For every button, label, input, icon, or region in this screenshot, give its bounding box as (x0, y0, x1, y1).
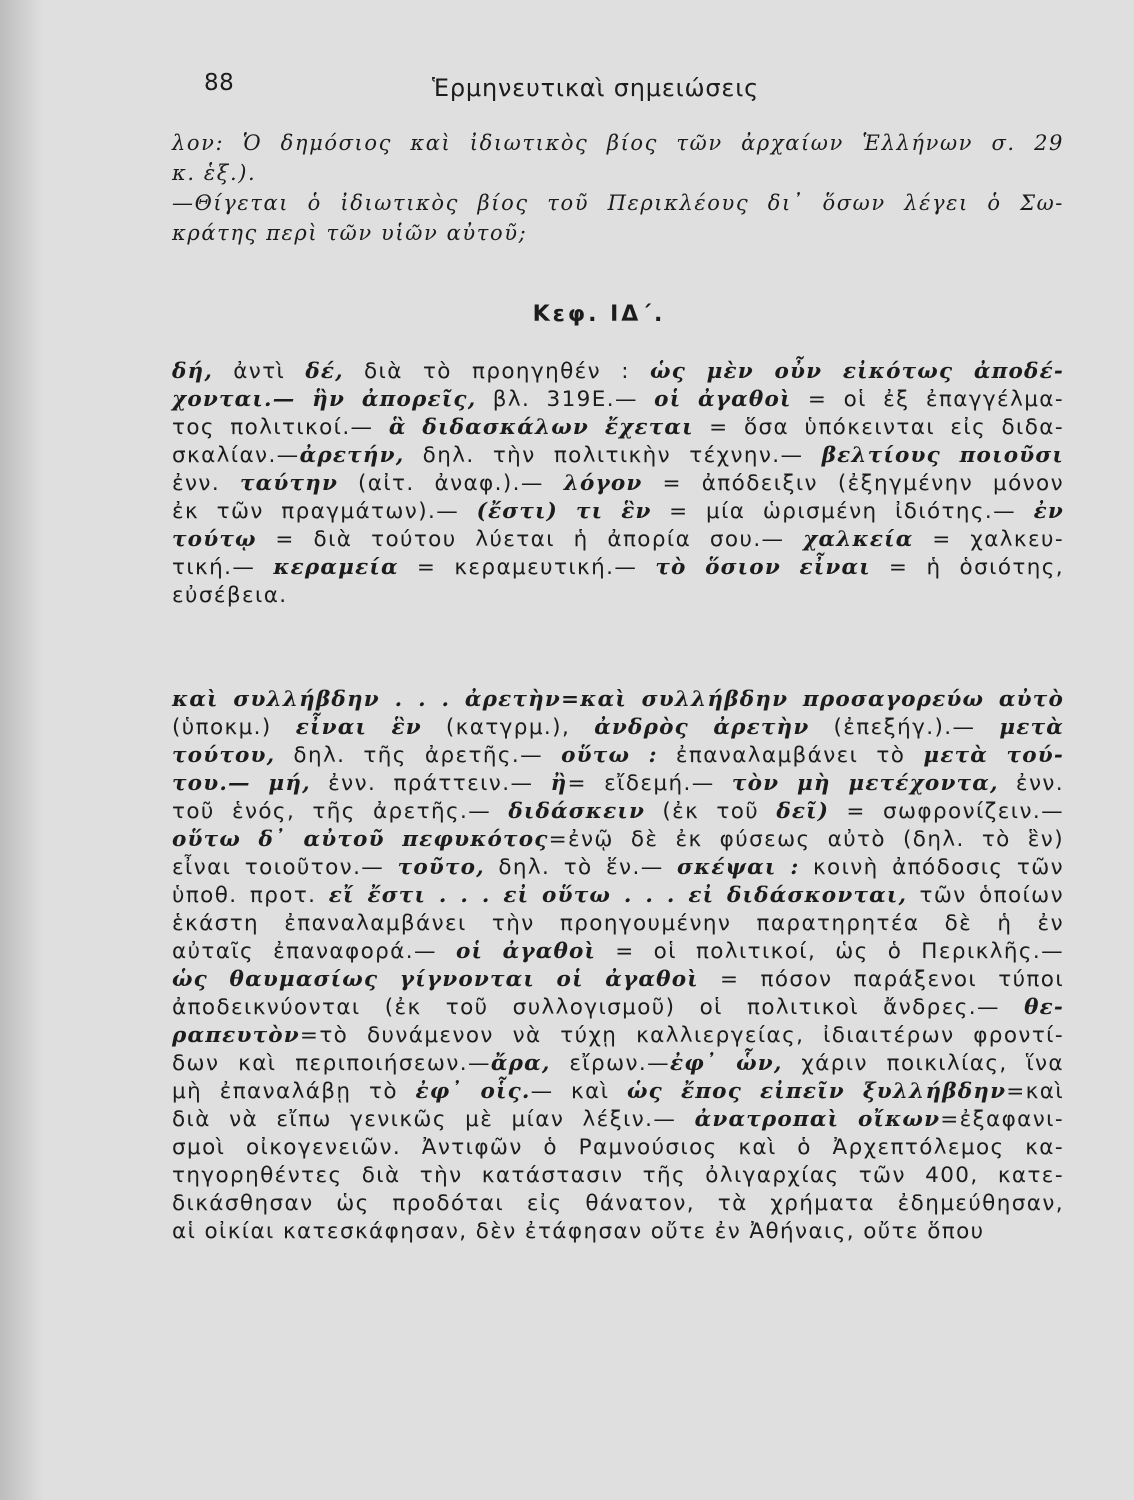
emphasized-term: ἀρετήν, (299, 443, 405, 468)
emphasized-term: ραπευτὸν (172, 1023, 300, 1048)
gloss-text: εἶναι τοιοῦτον.— (172, 855, 398, 880)
text-line (172, 414, 1064, 442)
emphasized-term: ἄρα, (490, 1051, 551, 1076)
text-line (172, 938, 1064, 966)
emphasized-term: ἐν (1033, 499, 1064, 524)
emphasized-term: ἢ (550, 771, 568, 796)
emphasized-term: τούτου, (172, 743, 276, 768)
gloss-text: = κεραμευτική.— (398, 555, 656, 580)
page-number: 88 (204, 70, 235, 96)
emphasized-term: τοῦτο, (397, 855, 485, 880)
gloss-text: (κατγρμ.), (421, 715, 595, 740)
gloss-text: εὐσέβεια. (172, 583, 288, 608)
emphasized-term: τὸν μὴ μετέχοντα, (731, 771, 999, 796)
emphasized-term: διδάσκειν (508, 799, 646, 824)
text-line (172, 826, 1064, 854)
emphasized-term: ὡς θαυμασίως γίγνονται οἱ ἀγαθοὶ (172, 967, 699, 992)
gloss-text: ἀποδεικνύονται (ἐκ τοῦ συλλογισμοῦ) οἱ πολιτικοὶ ἄνδρες.— (172, 995, 1025, 1020)
gloss-text: = μία ὡρισμένη ἰδιότης.— (651, 499, 1034, 524)
gloss-text: (αἰτ. ἀναφ.).— (338, 471, 564, 496)
emphasized-term: οὕτω δ᾽ αὐτοῦ πεφυκότος (172, 827, 549, 852)
gloss-text: δων καὶ περιποιήσεων.— (172, 1051, 491, 1076)
gloss-text: — καὶ (530, 1079, 627, 1104)
running-title: Ἑρμηνευτικαὶ σημειώσεις (432, 74, 760, 102)
emphasized-term: κεραμεία (273, 555, 399, 580)
chapter-heading: Κεφ. ΙΔ΄. (532, 302, 666, 327)
gloss-text: =καὶ (1006, 1079, 1064, 1104)
emphasized-term: εἶναι ἓν (295, 715, 422, 740)
text-line (172, 1134, 1064, 1162)
text-line (172, 910, 1064, 938)
text-line (172, 526, 1064, 554)
gloss-text: τική.— (172, 555, 274, 580)
emphasized-term: δέ, (305, 359, 344, 384)
emphasized-term: μετὰ (999, 715, 1064, 740)
gloss-text: τοῦ ἑνός, τῆς ἀρετῆς.— (172, 799, 509, 824)
gloss-text: σμοὶ οἰκογενειῶν. Ἀντιφῶν ὁ Ραμνούσιος καὶ ὁ Ἀρχεπτόλεμος κα- (172, 1135, 1064, 1160)
gloss-text: ἐνν. (172, 471, 240, 496)
gloss-text: = οἱ ἐξ ἐπαγγέλμα- (791, 387, 1064, 412)
text-line: κράτης περὶ τῶν υἱῶν αὐτοῦ; (172, 221, 528, 245)
paragraph-2 (172, 686, 1064, 1246)
emphasized-term: ἀνδρὸς ἀρετὴν (594, 715, 810, 740)
gloss-text: τῶν ὁποίων (907, 883, 1064, 908)
emphasized-term: οὕτω : (561, 743, 658, 768)
gloss-text: ἐνν. (998, 771, 1065, 796)
text-line (172, 470, 1064, 498)
gloss-text: ἐκ τῶν πραγμάτων).— (172, 499, 477, 524)
emphasized-term: ἃ διδασκάλων ἔχεται (388, 415, 694, 440)
text-line (172, 442, 1064, 470)
gloss-text: = χαλκευ- (913, 527, 1064, 552)
emphasized-term: εἴ ἔστι . . . εἰ οὕτω . . . εἰ διδάσκονται, (328, 883, 908, 908)
gloss-text: ἀντὶ (213, 359, 306, 384)
paragraph-1 (172, 358, 1064, 610)
emphasized-term: δεῖ) (776, 799, 830, 824)
text-line (172, 770, 1064, 798)
text-line (172, 1190, 1064, 1218)
gloss-text: = πόσον παράξενοι τύποι (698, 967, 1064, 992)
text-line (172, 498, 1064, 526)
gloss-text: ἑκάστη ἐπαναλαμβάνει τὴν προηγουμένην παρατηρητέα δὲ ἡ ἐν (172, 911, 1064, 936)
gloss-text: = ὅσα ὑπόκεινται εἰς διδα- (693, 415, 1064, 440)
gloss-text: =ἐξαφανι- (940, 1107, 1064, 1132)
emphasized-term: σκέψαι : (677, 855, 800, 880)
emphasized-term: ἐφ᾽ ὧν, (670, 1051, 783, 1076)
text-line (172, 994, 1064, 1022)
emphasized-term: ἐφ᾽ οἷς. (415, 1079, 531, 1104)
gloss-text: = διὰ τούτου λύεται ἡ ἀπορία σου.— (256, 527, 804, 552)
text-line: —Θίγεται ὁ ἰδιωτικὸς βίος τοῦ Περικλέους δι᾽ ὅσων λέγει ὁ Σω- (172, 191, 1064, 215)
text-line (172, 1106, 1064, 1134)
gloss-text: αἱ οἰκίαι κατεσκάφησαν, δὲν ἐτάφησαν οὔτε ἐν Ἀθήναις, οὔτε ὅπου (172, 1219, 985, 1244)
text-line (172, 882, 1064, 910)
running-header (0, 70, 1134, 110)
gloss-text: βλ. 319Ε.— (476, 387, 655, 412)
gloss-text: σκαλίαν.— (172, 443, 300, 468)
emphasized-term: ὡς μὲν οὖν εἰκότως ἀποδέ- (650, 359, 1064, 384)
text-line (172, 714, 1064, 742)
text-line (172, 1078, 1064, 1106)
emphasized-term: θε- (1024, 995, 1064, 1020)
text-line (172, 686, 1064, 714)
gloss-text: δικάσθησαν ὡς προδόται εἰς θάνατον, τὰ χρήματα ἐδημεύθησαν, (172, 1191, 1064, 1216)
text-line (172, 854, 1064, 882)
emphasized-term: μετὰ τού- (923, 743, 1064, 768)
intro-text (172, 128, 1064, 248)
gloss-text: μὴ ἐπαναλάβῃ τὸ (172, 1079, 416, 1104)
gloss-text: τος πολιτικοί.— (172, 415, 389, 440)
emphasized-term: τὸ ὅσιον εἶναι (655, 555, 871, 580)
emphasized-term: λόγον (563, 471, 643, 496)
emphasized-term: τούτῳ (172, 527, 257, 552)
emphasized-term: του.— μή, (172, 771, 311, 796)
text-line (172, 1050, 1064, 1078)
gloss-text: αὐταῖς ἐπαναφορά.— (172, 939, 456, 964)
text-line (172, 798, 1064, 826)
gloss-text: χάριν ποικιλίας, ἵνα (782, 1051, 1064, 1076)
text-line (172, 358, 1064, 386)
text-line (172, 554, 1064, 582)
text-line (172, 1162, 1064, 1190)
gloss-text: δηλ. τῆς ἀρετῆς.— (275, 743, 562, 768)
gloss-text: =ἐνῷ δὲ ἐκ φύσεως αὐτὸ (δηλ. τὸ ἓν) (548, 827, 1064, 852)
gloss-text: (ἐπεξήγ.).— (809, 715, 1000, 740)
gloss-text: ὑποθ. προτ. (172, 883, 329, 908)
text-line (172, 582, 1064, 610)
gloss-text: = οἱ πολιτικοί, ὡς ὁ Περικλῆς.— (596, 939, 1064, 964)
text-line: λον: Ὁ δημόσιος καὶ ἰδιωτικὸς βίος τῶν ἀρχαίων Ἑλλήνων σ. 29 (172, 131, 1064, 155)
gloss-text: (ὑποκμ.) (172, 715, 296, 740)
text-line (172, 966, 1064, 994)
text-line: κ. ἑξ.). (172, 161, 257, 185)
gloss-text: δηλ. τὴν πολιτικὴν τέχνην.— (404, 443, 822, 468)
gloss-text: δηλ. τὸ ἕν.— (484, 855, 678, 880)
text-line (172, 386, 1064, 414)
gloss-text: τηγορηθέντες διὰ τὴν κατάστασιν τῆς ὀλιγαρχίας τῶν 400, κατε- (172, 1163, 1064, 1188)
gloss-text: εἴρων.— (550, 1051, 671, 1076)
page-gutter-shadow (0, 0, 44, 1500)
gloss-text: ἐνν. πράττειν.— (310, 771, 551, 796)
text-line (172, 742, 1064, 770)
gloss-text: = ἡ ὁσιότης, (870, 555, 1064, 580)
gloss-text: διὰ νὰ εἴπω γενικῶς μὲ μίαν λέξιν.— (172, 1107, 695, 1132)
gloss-text: = ἀπόδειξιν (ἐξηγμένην μόνον (642, 471, 1064, 496)
emphasized-term: δή, (172, 359, 214, 384)
emphasized-term: βελτίους ποιοῦσι (821, 443, 1065, 468)
gloss-text: (ἐκ τοῦ (645, 799, 777, 824)
gloss-text: κοινὴ ἀπόδοσις τῶν (799, 855, 1065, 880)
text-line (172, 1218, 1064, 1246)
emphasized-term: χαλκεία (803, 527, 914, 552)
emphasized-term: ταύτην (239, 471, 339, 496)
gloss-text: =τὸ δυνάμενον νὰ τύχῃ καλλιεργείας, ἰδιαιτέρων φροντί- (299, 1023, 1064, 1048)
gloss-text: ἐπαναλαμβάνει τὸ (657, 743, 924, 768)
emphasized-term: καὶ συλλήβδην . . . ἀρετὴν=καὶ συλλήβδην προσαγορεύω αὐτὸ (172, 687, 1064, 712)
text-line (172, 1022, 1064, 1050)
emphasized-term: (ἔστι) τι ἓν (476, 499, 652, 524)
emphasized-term: ὡς ἔπος εἰπεῖν ξυλλήβδην (626, 1079, 1007, 1104)
emphasized-term: οἱ ἀγαθοὶ (455, 939, 597, 964)
emphasized-term: ἀνατροπαὶ οἴκων (694, 1107, 941, 1132)
gloss-text: διὰ τὸ προηγηθέν : (343, 359, 651, 384)
emphasized-term: οἱ ἀγαθοὶ (654, 387, 792, 412)
gloss-text: = εἴδεμή.— (567, 771, 732, 796)
emphasized-term: χονται.— ἣν ἀπορεῖς, (172, 387, 477, 412)
gloss-text: = σωφρονίζειν.— (829, 799, 1064, 824)
